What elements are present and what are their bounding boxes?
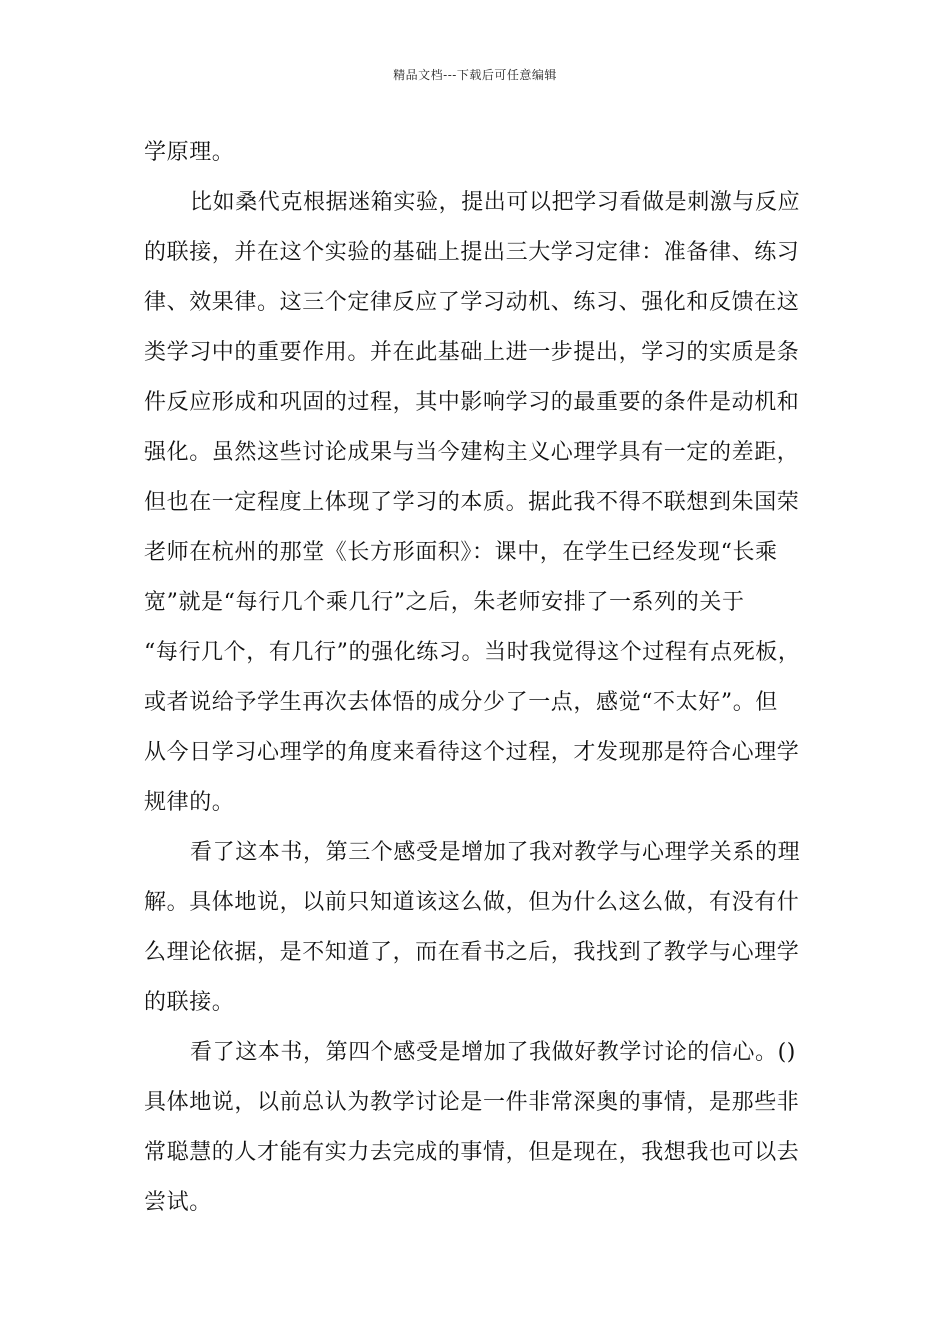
text-line: 学原理。: [144, 140, 235, 165]
text-line: 么理论依据，是不知道了，而在看书之后，我找到了教学与心理学: [144, 940, 800, 965]
text-line: 尝试。: [144, 1190, 212, 1215]
text-line: 类学习中的重要作用。并在此基础上进一步提出，学习的实质是条: [144, 340, 800, 365]
document-body: [144, 130, 824, 1230]
text-line: 的联接。: [144, 990, 235, 1015]
paragraph-start-line: 比如桑代克根据迷箱实验，提出可以把学习看做是刺激与反应: [190, 190, 801, 215]
text-line: 从今日学习心理学的角度来看待这个过程，才发现那是符合心理学: [144, 740, 800, 765]
paragraph-start-line: 看了这本书，第三个感受是增加了我对教学与心理学关系的理: [190, 840, 801, 865]
page-header: 精品文档---下载后可任意编辑: [393, 68, 557, 82]
text-line: 但也在一定程度上体现了学习的本质。据此我不得不联想到朱国荣: [144, 490, 800, 515]
text-line: 强化。虽然这些讨论成果与当今建构主义心理学具有一定的差距，: [144, 440, 800, 465]
text-line: 常聪慧的人才能有实力去完成的事情，但是现在，我想我也可以去: [144, 1140, 800, 1165]
text-line: 律、效果律。这三个定律反应了学习动机、练习、强化和反馈在这: [144, 290, 800, 315]
text-line: 宽”就是“每行几个乘几行”之后，朱老师安排了一系列的关于: [144, 590, 745, 615]
text-line: 件反应形成和巩固的过程，其中影响学习的最重要的条件是动机和: [144, 390, 800, 415]
text-line: 老师在杭州的那堂《长方形面积》：课中，在学生已经发现“长乘: [144, 540, 778, 565]
text-line: 的联接，并在这个实验的基础上提出三大学习定律：准备律、练习: [144, 240, 800, 265]
text-line: “每行几个，有几行”的强化练习。当时我觉得这个过程有点死板，: [144, 640, 801, 665]
text-line: 规律的。: [144, 790, 235, 815]
paragraph-start-line: 看了这本书，第四个感受是增加了我做好教学讨论的信心。(): [190, 1040, 796, 1065]
text-line: 具体地说，以前总认为教学讨论是一件非常深奥的事情，是那些非: [144, 1090, 800, 1115]
text-line: 解。具体地说，以前只知道该这么做，但为什么这么做，有没有什: [144, 890, 800, 915]
text-line: 或者说给予学生再次去体悟的成分少了一点，感觉“不太好”。但: [144, 690, 778, 715]
